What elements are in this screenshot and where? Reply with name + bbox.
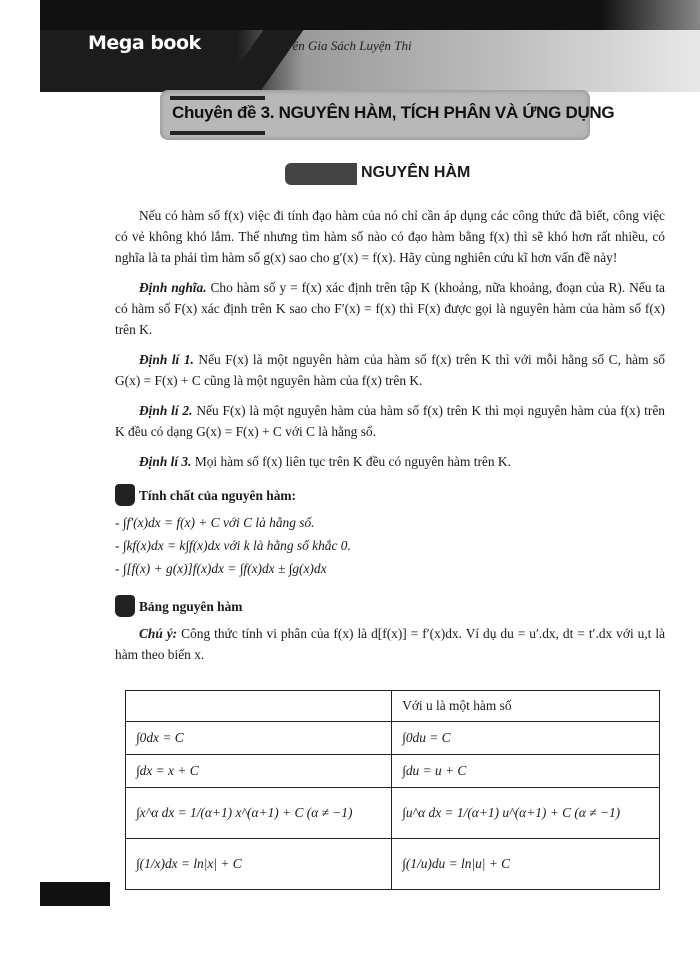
property-item: - ∫f′(x)dx = f(x) + C với C là hằng số. <box>115 515 315 530</box>
chapter-decoration <box>170 96 265 100</box>
header-top-band <box>40 0 700 30</box>
theorem-3 <box>115 451 665 472</box>
properties-title: Tính chất của nguyên hàm: <box>139 487 296 503</box>
table-header-cell: Với u là một hàm số <box>392 691 660 722</box>
table-cell: ∫0dx = C <box>126 722 392 755</box>
theorem-text: Nếu F(x) là một nguyên hàm của hàm số f(x) trên K thì mọi nguyên hàm của f(x) trên K đều có dạng G(x) = F(x) + C với C là hằng số. <box>115 403 666 439</box>
table-cell: ∫dx = x + C <box>126 755 392 788</box>
chapter-title: Chuyên đề 3. NGUYÊN HÀM, TÍCH PHÂN VÀ ỨNG DỤNG <box>172 103 615 122</box>
table-cell: ∫u^α dx = 1/(α+1) u^(α+1) + C (α ≠ −1) <box>392 788 660 839</box>
table-cell: ∫0du = C <box>392 722 660 755</box>
theorem-label: Định lí 3. <box>139 454 192 469</box>
theorem-text: Mọi hàm số f(x) liên tục trên K đều có nguyên hàm trên K. <box>191 454 511 469</box>
page-body <box>115 205 665 674</box>
definition-text: Cho hàm số y = f(x) xác định trên tập K (khoảng, nữa khoảng, đoạn của R). Nếu ta có hàm số F(x) xác định trên K sao cho F′(x) = f(x) thì F(x) được gọi là nguyên hàm của hàm số f(x) trên K. <box>115 280 665 337</box>
property-item: - ∫[f(x) + g(x)]f(x)dx = ∫f(x)dx ± ∫g(x)dx <box>115 561 327 576</box>
intro-paragraph: Nếu có hàm số f(x) việc đi tính đạo hàm của nó chỉ cần áp dụng các công thức đã biết, công việc có vẻ không khó lắm. Thế nhưng tìm hàm số nào có đạo hàm bằng f(x) thì sẽ khó hơn rất nhiều, có nghĩa là ta phải tìm hàm số g(x) sao cho g′(x) = f(x). Hãy cùng nghiên cứu kĩ hơn vấn đề này! <box>115 208 665 265</box>
table-row <box>126 839 660 890</box>
table-cell: ∫(1/x)dx = ln|x| + C <box>126 839 392 890</box>
theorem-1 <box>115 349 665 391</box>
theorem-2 <box>115 400 665 442</box>
property-item: - ∫kf(x)dx = k∫f(x)dx với k là hằng số khắc 0. <box>115 538 351 553</box>
table-title: Bảng nguyên hàm <box>139 598 243 614</box>
section-title: NGUYÊN HÀM <box>361 164 471 181</box>
hand-icon <box>115 484 135 506</box>
hand-icon <box>115 595 135 617</box>
definition-label: Định nghĩa. <box>139 280 207 295</box>
table-heading <box>115 595 665 617</box>
footer-page-marker <box>40 882 110 906</box>
table-cell: ∫x^α dx = 1/(α+1) x^(α+1) + C (α ≠ −1) <box>126 788 392 839</box>
note-paragraph <box>115 623 665 665</box>
chapter-decoration <box>170 131 265 135</box>
theorem-label: Định lí 1. <box>139 352 194 367</box>
brand-tagline: Chuyên Gia Sách Luyện Thi <box>265 38 412 53</box>
theorem-text: Nếu F(x) là một nguyên hàm của hàm số f(x) trên K thì với mỗi hằng số C, hàm số G(x) = F(x) + C cũng là một nguyên hàm của f(x) trên K. <box>115 352 665 388</box>
table-row <box>126 788 660 839</box>
table-row <box>126 722 660 755</box>
section-marker <box>285 163 357 185</box>
table-header-row <box>126 691 660 722</box>
table-row <box>126 755 660 788</box>
note-label: Chú ý: <box>139 626 178 641</box>
table-cell: ∫du = u + C <box>392 755 660 788</box>
note-text: Công thức tính vi phân của f(x) là d[f(x)] = f′(x)dx. Ví dụ du = u′.dx, dt = t′.dx với u,t là hàm theo biến x. <box>115 626 666 662</box>
brand-logo: Mega book <box>88 32 201 54</box>
table-cell: ∫(1/u)du = ln|u| + C <box>392 839 660 890</box>
theorem-label: Định lí 2. <box>139 403 193 418</box>
properties-heading <box>115 484 665 506</box>
antiderivative-table <box>125 690 660 890</box>
definition-paragraph <box>115 277 665 340</box>
table-header-cell <box>126 691 392 722</box>
